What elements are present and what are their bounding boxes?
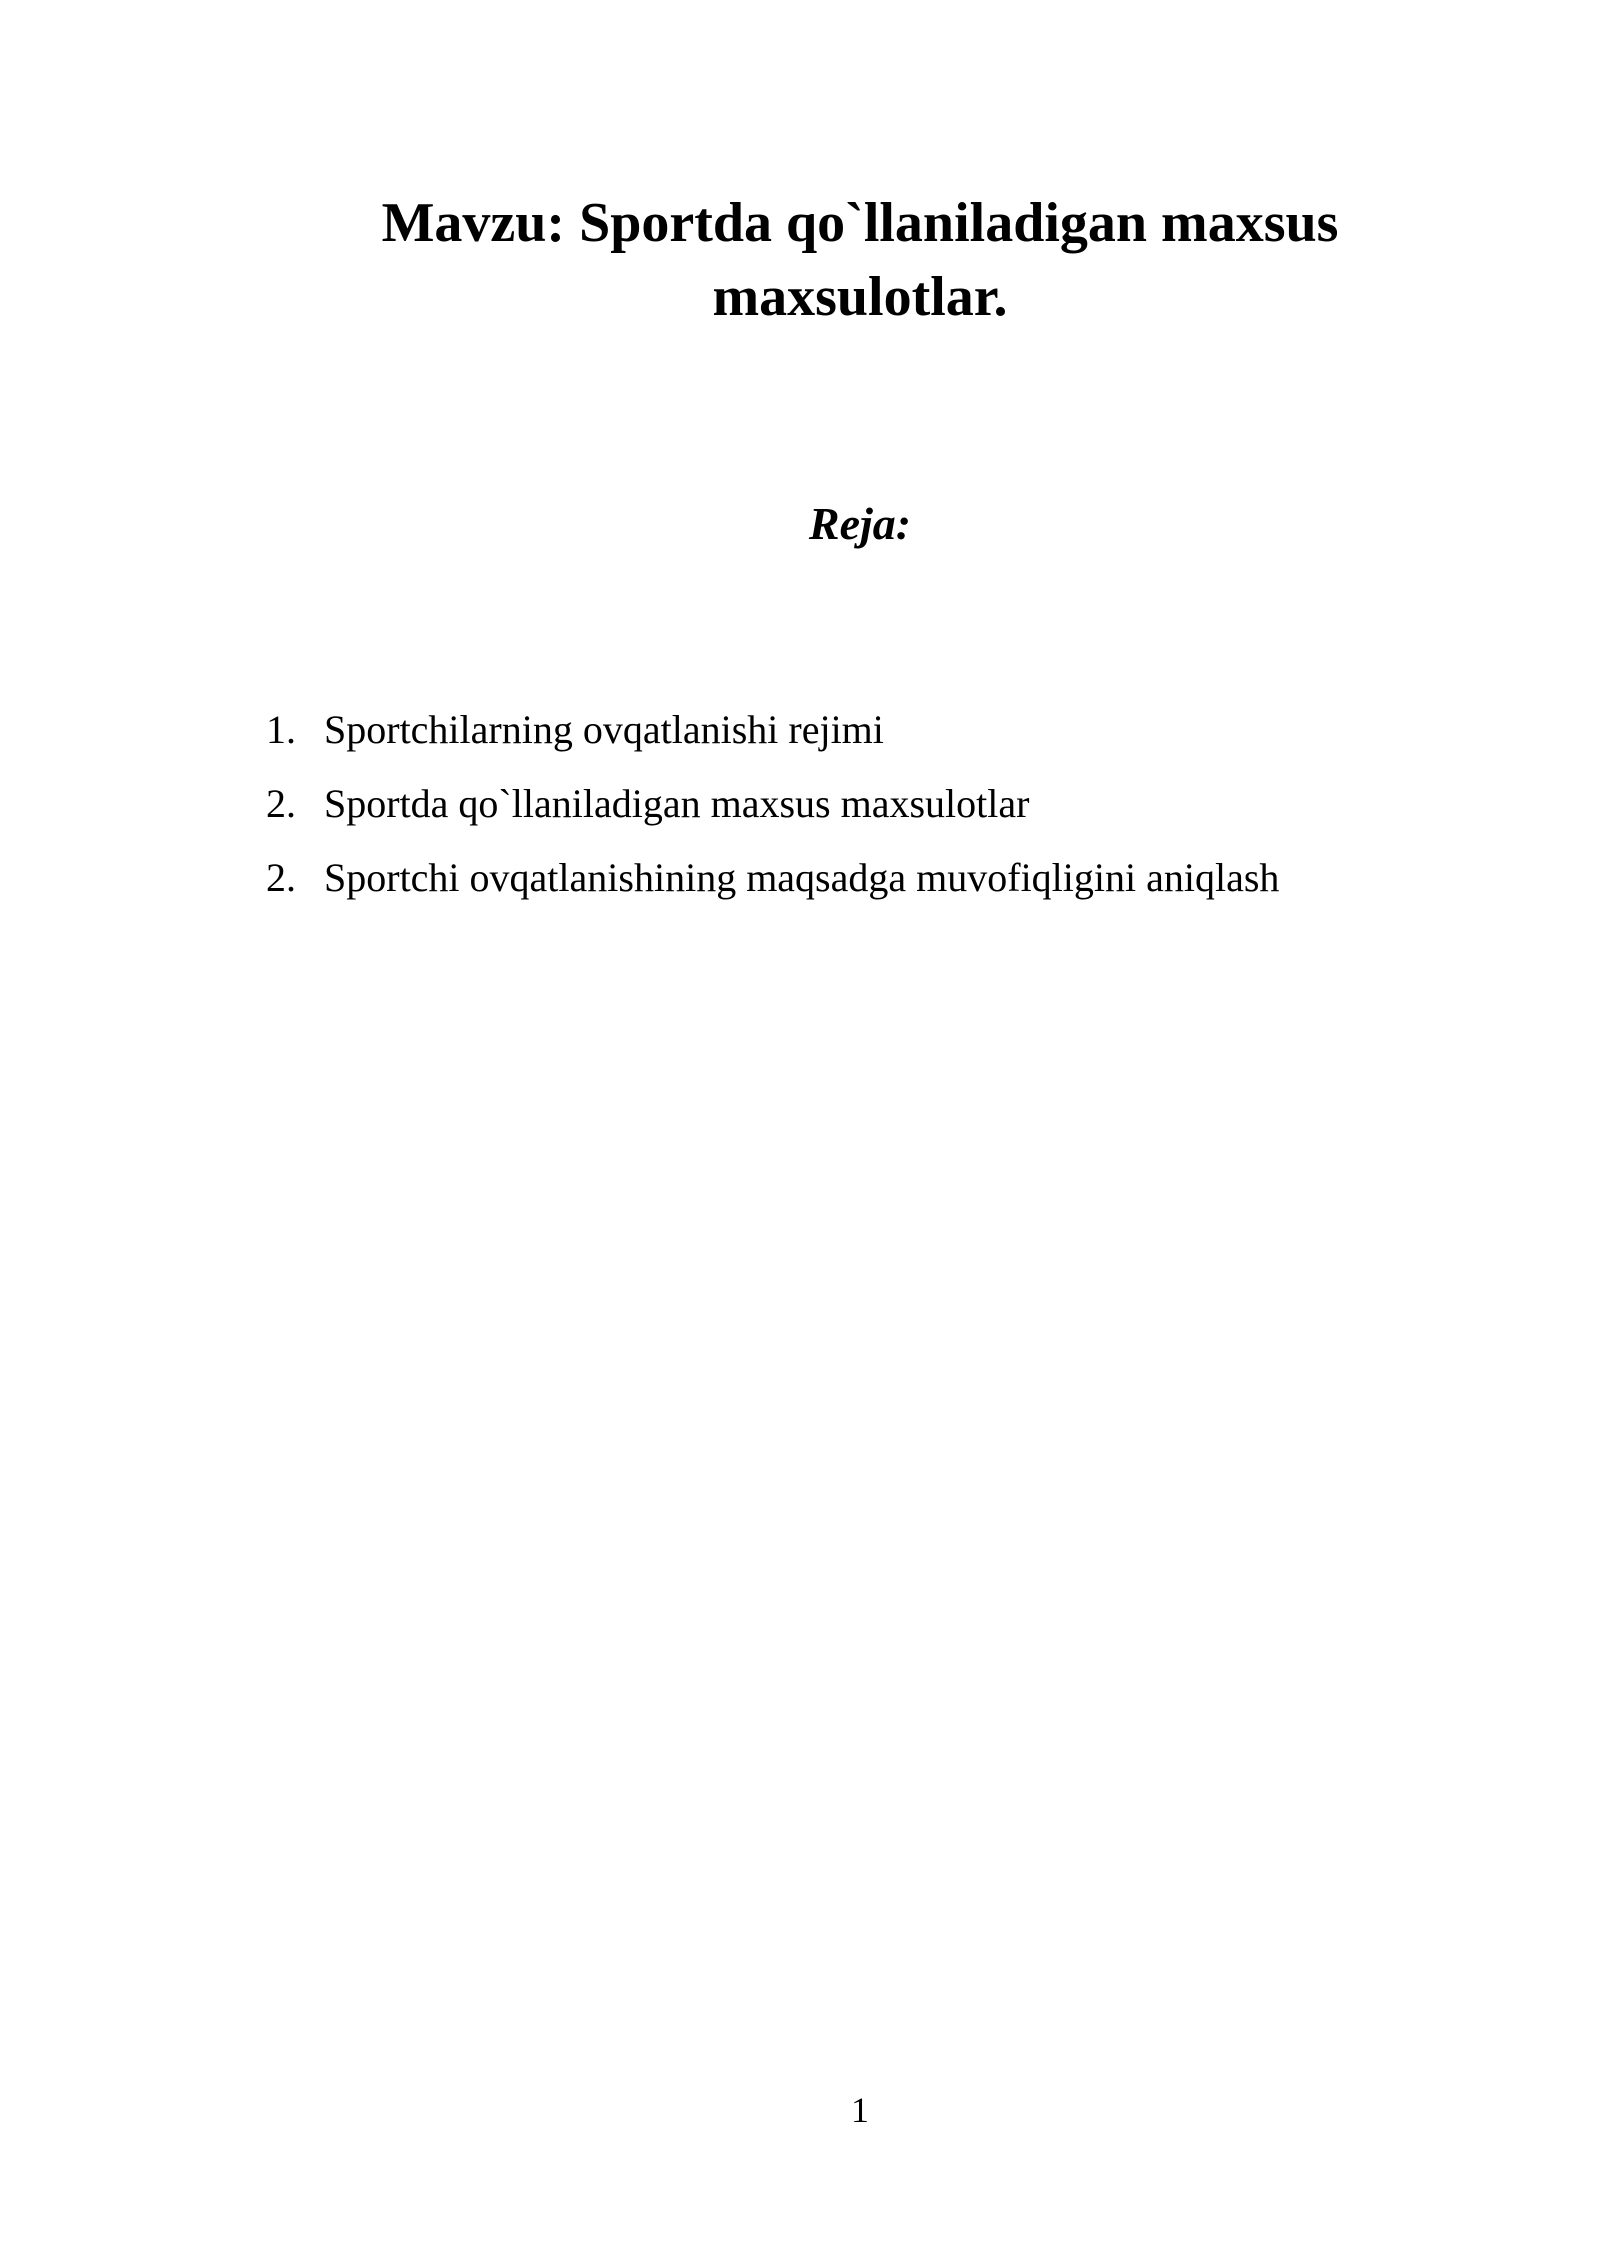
page-number: 1	[851, 2090, 869, 2130]
plan-item-number: 2.	[266, 855, 296, 900]
plan-item	[266, 767, 1279, 841]
plan-item-number: 2.	[266, 781, 296, 826]
document-title: Mavzu: Sportda qo`llaniladigan maxsus maxsulotlar.	[381, 192, 1339, 328]
plan-heading: Reja:	[808, 498, 912, 549]
plan-item-text: Sportchi ovqatlanishining maqsadga muvofiqligini aniqlash	[324, 855, 1280, 900]
plan-item	[266, 693, 1279, 767]
plan-item-text: Sportchilarning ovqatlanishi rejimi	[324, 707, 884, 752]
plan-item-number: 1.	[266, 707, 296, 752]
plan-item	[266, 841, 1279, 915]
plan-item-text: Sportda qo`llaniladigan maxsus maxsulotlar	[324, 781, 1030, 826]
plan-list	[266, 693, 1279, 915]
